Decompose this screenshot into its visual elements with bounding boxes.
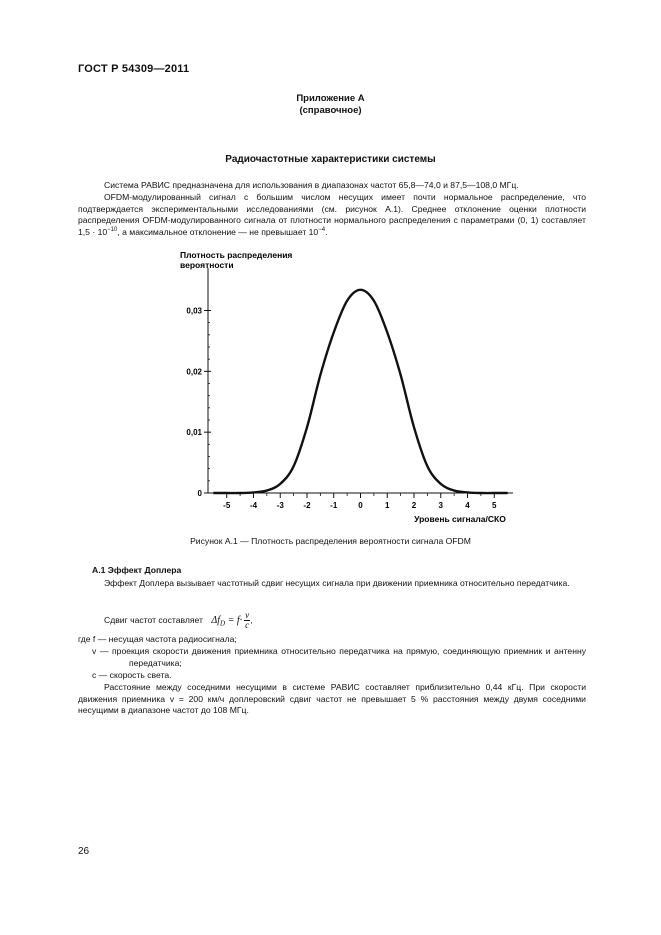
- paragraph-ofdm: [78, 192, 586, 238]
- standard-number: ГОСТ Р 54309—2011: [78, 63, 190, 75]
- formula-lead: Сдвиг частот составляет: [104, 614, 203, 625]
- where-v-text: v — проекция скорости движения приемника относительно передатчика на прямую, соединяющую приемник и антенну передатчика;: [92, 646, 586, 668]
- y-tick-label: 0,03: [186, 306, 202, 316]
- annex-title: Приложение А: [296, 93, 365, 104]
- page-number: 26: [78, 846, 90, 857]
- figure-caption: Рисунок А.1 — Плотность распределения вероятности сигнала OFDM: [190, 536, 471, 546]
- x-tick-label: -4: [249, 501, 258, 510]
- x-tick-label: 0: [358, 501, 363, 510]
- formula-line: [104, 611, 253, 630]
- annex-heading: [0, 93, 661, 117]
- paragraph-ofdm-part2: , а максимальное отклонение — не превышает 10: [117, 226, 319, 237]
- figure-chart: [170, 246, 530, 531]
- x-tick-label: 5: [492, 501, 497, 510]
- y-axis-label-line2: вероятности: [180, 260, 234, 270]
- where-c: c — скорость света.: [92, 670, 172, 680]
- formula-eq: = f·: [225, 614, 243, 626]
- paragraph-ofdm-part1: OFDM-модулированный сигнал с большим числом несущих имеет почти нормальное распределение, что подтверждается экспериментальными исследованиями (см. рисунок А.1). Среднее отклонение оценки плотности распределения OFDM-модулированного сигнала от плотности нормального распределения с параметрами (0, 1) составляет 1,5 · 10: [78, 192, 586, 237]
- formula-numerator: v: [245, 610, 250, 620]
- formula-end: ,: [250, 614, 253, 625]
- doppler-paragraph: Эффект Доплера вызывает частотный сдвиг несущих сигнала при движении приемника относительно передатчика.: [104, 578, 570, 588]
- x-tick-label: 2: [411, 501, 417, 510]
- exponent-2: −4: [318, 226, 326, 233]
- chart-axes: [208, 268, 513, 493]
- x-tick-label: -1: [330, 501, 338, 510]
- annex-type: (справочное): [299, 105, 362, 116]
- exponent-1: −10: [107, 226, 118, 233]
- x-axis-label: Уровень сигнала/СКО: [414, 514, 506, 524]
- x-tick-label: 4: [465, 501, 470, 510]
- section-heading: А.1 Эффект Доплера: [92, 565, 182, 575]
- x-tick-label: -3: [276, 501, 284, 510]
- where-f: где f — несущая частота радиосигнала;: [78, 634, 237, 644]
- formula-sub: D: [220, 619, 226, 628]
- x-tick-label: -5: [223, 501, 231, 510]
- formula-lhs: Δf: [211, 614, 221, 626]
- y-tick-label: 0,02: [186, 367, 202, 377]
- formula-denominator: c: [245, 620, 250, 630]
- spacing-paragraph: Расстояние между соседними несущими в системе РАВИС составляет приблизительно 0,44 кГц. При скорости движения приемника v = 200 км/ч доплеровский сдвиг частот не превышает 5 % расстояния между двумя соседними несущими в диапазоне частот до 108 МГц.: [78, 682, 586, 716]
- y-tick-label: 0,01: [186, 428, 202, 438]
- y-tick-label: 0: [197, 489, 202, 498]
- where-v: [92, 646, 586, 669]
- paragraph-ofdm-part3: .: [325, 226, 328, 237]
- x-tick-label: 3: [438, 501, 443, 510]
- x-tick-label: -2: [303, 501, 311, 510]
- chart-ticks: [186, 307, 497, 511]
- paragraph-bands: Система РАВИС предназначена для использования в диапазонах частот 65,8—74,0 и 87,5—108,0 МГц.: [104, 180, 519, 190]
- section-title: Радиочастотные характеристики системы: [225, 154, 436, 165]
- density-curve: [213, 290, 507, 493]
- x-tick-label: 1: [385, 501, 390, 510]
- y-axis-label-line1: Плотность распределения: [180, 250, 293, 260]
